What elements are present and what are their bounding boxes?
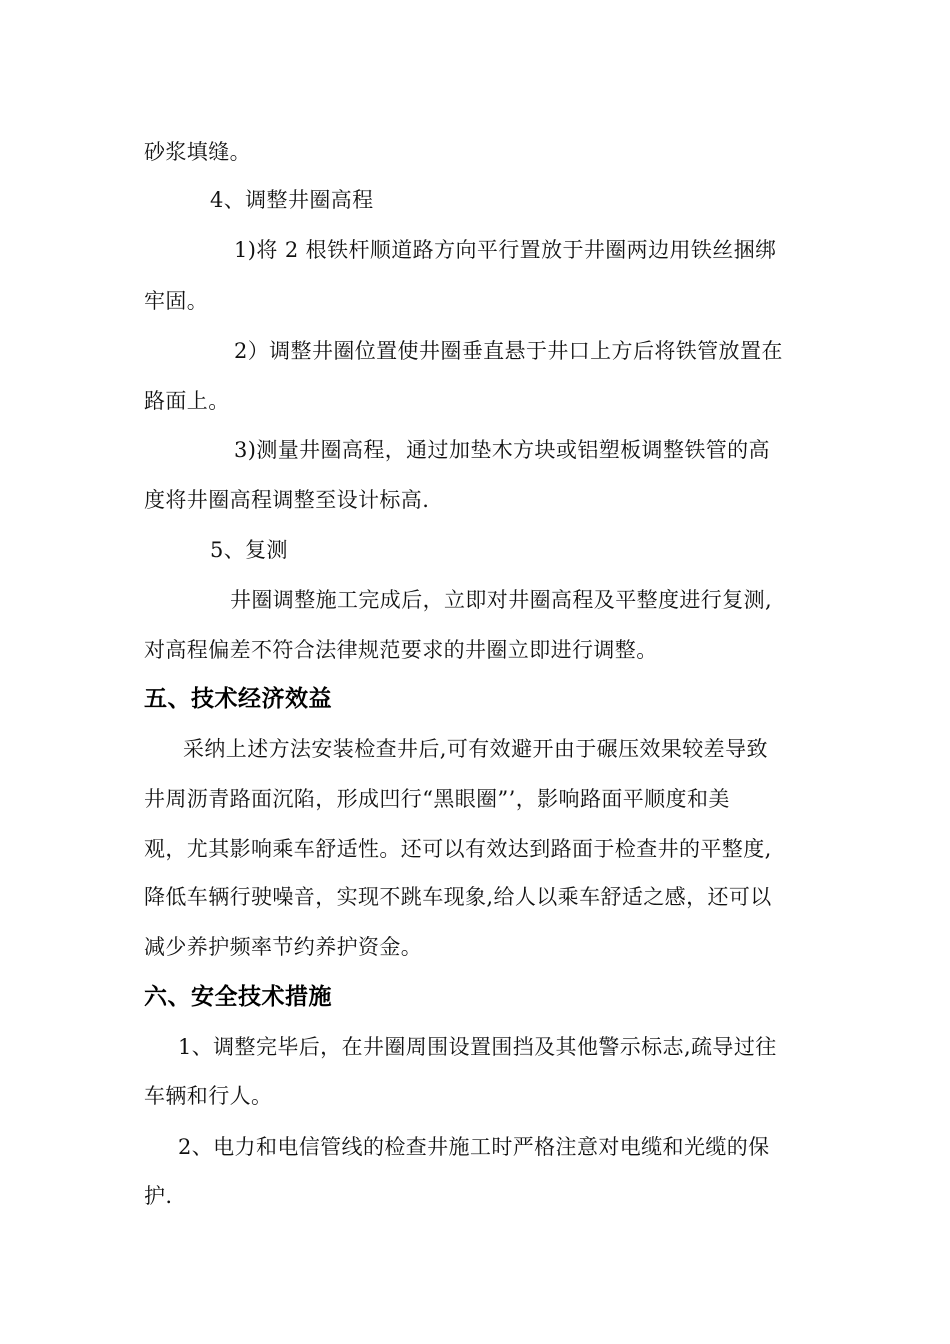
text-line: 1、调整完毕后，在井圈周围设置围挡及其他警示标志,疏导过往 [178, 1035, 777, 1059]
text-line: 井圈调整施工完成后，立即对井圈高程及平整度进行复测, [230, 588, 773, 612]
text-line: 2、电力和电信管线的检查井施工时严格注意对电缆和光缆的保 [178, 1135, 770, 1159]
text-line: 度将井圈高程调整至设计标高. [144, 488, 430, 512]
text-line: 砂浆填缝。 [144, 140, 251, 164]
section-heading-5: 五、技术经济效益 [144, 686, 332, 712]
text-line: 4、调整井圈高程 [210, 188, 374, 212]
section-heading-6: 六、安全技术措施 [144, 984, 332, 1010]
text-line: 护. [144, 1184, 173, 1208]
text-line: 降低车辆行驶噪音，实现不跳车现象,给人以乘车舒适之感，还可以 [144, 885, 772, 909]
text-line: 牢固。 [144, 289, 209, 313]
text-line: 5、复测 [210, 538, 288, 562]
text-line: 3)测量井圈高程，通过加垫木方块或铝塑板调整铁管的高 [234, 438, 770, 462]
text-line: 1)将 2 根铁杆顺道路方向平行置放于井圈两边用铁丝捆绑 [234, 238, 777, 262]
text-line: 路面上。 [144, 389, 230, 413]
text-line: 井周沥青路面沉陷，形成凹行“黑眼圈”’，影响路面平顺度和美 [144, 787, 730, 811]
text-line: 2）调整井圈位置使井圈垂直悬于井口上方后将铁管放置在 [234, 339, 783, 363]
text-line: 对高程偏差不符合法律规范要求的井圈立即进行调整。 [144, 638, 658, 662]
text-line: 车辆和行人。 [144, 1084, 273, 1108]
text-line: 采纳上述方法安装检查井后,可有效避开由于碾压效果较差导致 [183, 737, 768, 761]
text-line: 减少养护频率节约养护资金。 [144, 935, 423, 959]
text-line: 观，尤其影响乘车舒适性。还可以有效达到路面于检查井的平整度, [144, 837, 772, 861]
